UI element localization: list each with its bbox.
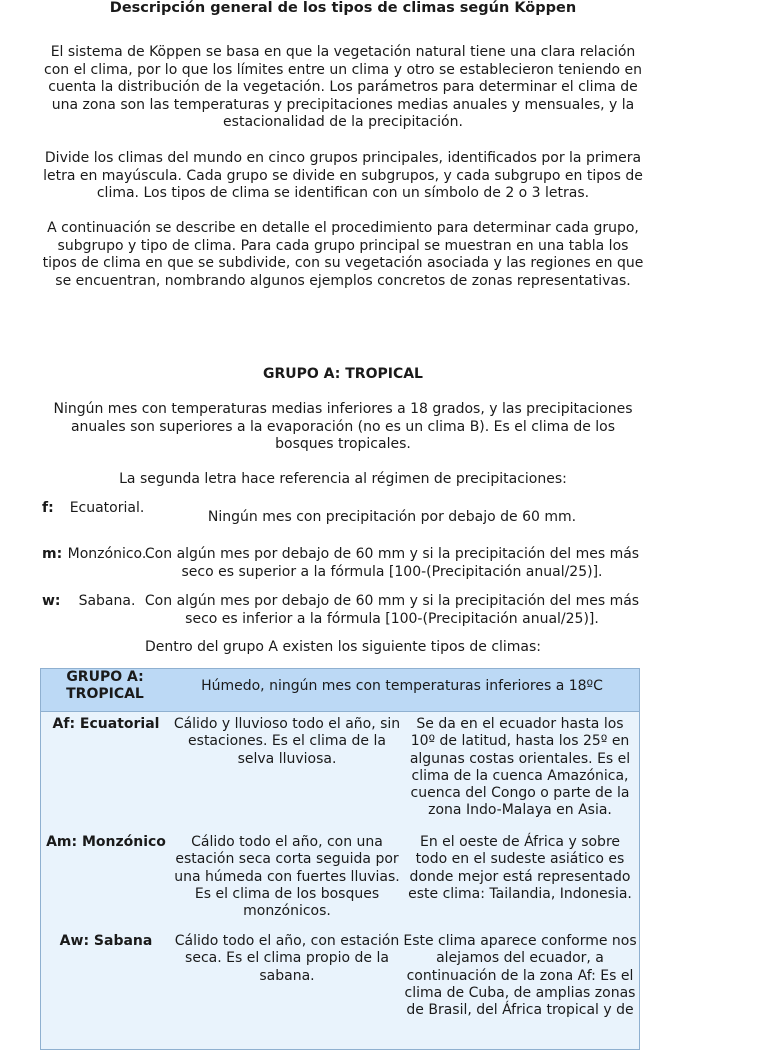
row-climate: Cálido todo el año, con estación seca. Es el clima propio de la sabana.: [174, 933, 400, 984]
row-regions: Este clima aparece conforme nos alejamos del ecuador, a continuación de la zona Af: Es el clima de Cuba, de amplias zonas de Brasil, del África tropical y de: [403, 933, 637, 1019]
definition-desc: Ningún mes con precipitación por debajo de 60 mm.: [207, 509, 577, 525]
row-code: Aw: Sabana: [59, 933, 153, 949]
definition-code: f:: [42, 500, 54, 516]
table-header: [41, 669, 639, 712]
row-climate: Cálido y lluvioso todo el año, sin estaciones. Es el clima de la selva lluviosa.: [173, 716, 401, 767]
definition-name: Monzónico.: [67, 546, 147, 562]
definition-name: Sabana.: [78, 593, 136, 609]
group-a-description: Ningún mes con temperaturas medias inferiores a 18 grados, y las precipitaciones anuales son superiores a la evaporación (no es un clima B). Es el clima de los bosques tropicales.: [53, 401, 633, 453]
row-climate: Cálido todo el año, con una estación seca corta seguida por una húmeda con fuertes lluvias. Es el clima de los bosques monzónicos.: [174, 834, 400, 920]
table-header-desc: Húmedo, ningún mes con temperaturas inferiores a 18ºC: [201, 678, 603, 694]
intro-paragraph-3: A continuación se describe en detalle el procedimiento para determinar cada grupo, subgrupo y tipo de clima. Para cada grupo principal se muestran en una tabla los tipos de clima en que se subdivide, con su vegetación asociada y las regiones en que se encuentran, nombrando algunos ejemplos concretos de zonas representativas.: [42, 220, 644, 289]
definition-code: w:: [42, 593, 61, 609]
definition-code: m:: [42, 546, 63, 562]
second-letter-intro: La segunda letra hace referencia al régimen de precipitaciones:: [119, 471, 567, 487]
group-a-heading: GRUPO A: TROPICAL: [263, 366, 423, 382]
intro-paragraph-2: Divide los climas del mundo en cinco grupos principales, identificados por la primera letra en mayúscula. Cada grupo se divide en subgrupos, y cada subgrupo en tipos de clima. Los tipos de clima se identifican con un símbolo de 2 o 3 letras.: [43, 150, 643, 202]
row-code: Am: Monzónico: [46, 834, 166, 850]
definition-desc: Con algún mes por debajo de 60 mm y si la precipitación del mes más seco es superior a la fórmula [100-(Precipitación anual/25)].: [144, 546, 640, 580]
row-code: Af: Ecuatorial: [52, 716, 160, 732]
definition-desc: Con algún mes por debajo de 60 mm y si la precipitación del mes más seco es inferior a la fórmula [100-(Precipitación anual/25)].: [144, 593, 640, 627]
document-title: Descripción general de los tipos de climas según Köppen: [109, 0, 577, 16]
types-intro: Dentro del grupo A existen los siguiente tipos de climas:: [144, 639, 542, 655]
row-regions: En el oeste de África y sobre todo en el sudeste asiático es donde mejor está representado este clima: Tailandia, Indonesia.: [408, 834, 632, 902]
definition-name: Ecuatorial.: [69, 500, 145, 516]
row-regions: Se da en el ecuador hasta los 10º de latitud, hasta los 25º en algunas costas orientales. Es el clima de la cuenca Amazónica, cuenca del Congo o parte de la zona Indo-Malaya en Asia.: [409, 716, 631, 819]
table-header-group: GRUPO A: TROPICAL: [66, 669, 144, 702]
intro-paragraph-1: El sistema de Köppen se basa en que la vegetación natural tiene una clara relación con el clima, por lo que los límites entre un clima y otro se establecieron teniendo en cuenta la distribución de la vegetación. Los parámetros para determinar el clima de una zona son las temperaturas y precipitaciones medias anuales y mensuales, y la estacionalidad de la precipitación.: [44, 44, 642, 131]
climate-table: [40, 668, 640, 1050]
